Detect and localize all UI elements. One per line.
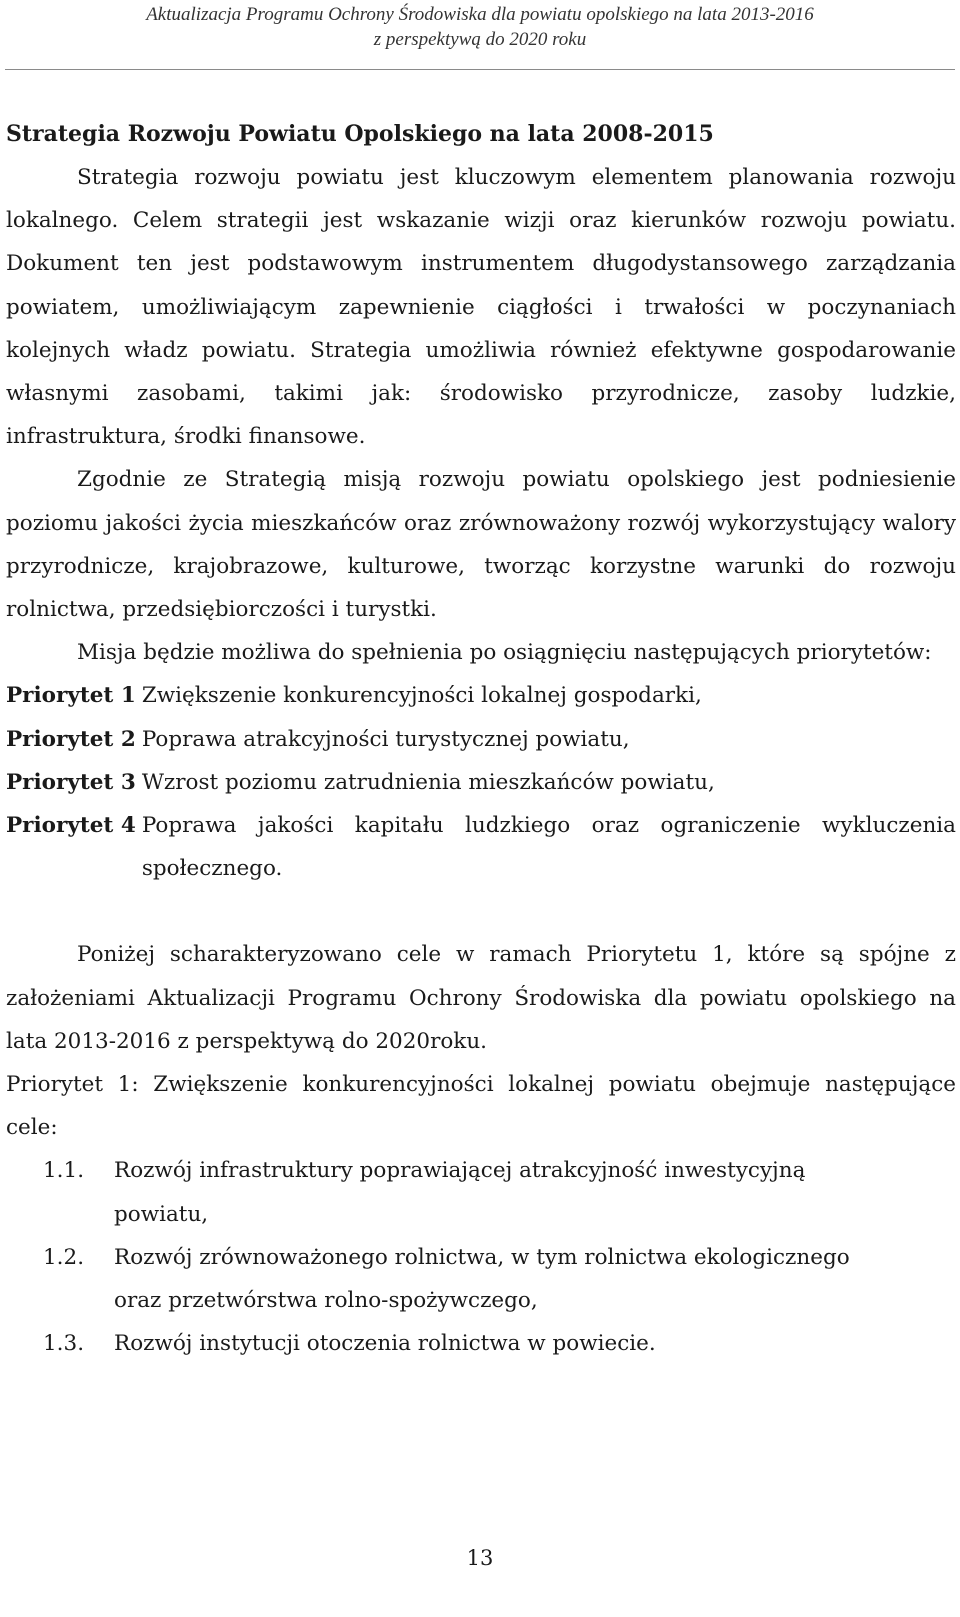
priority-text: Poprawa atrakcyjności turystycznej powiatu, [141,726,630,752]
priority-label: Priorytet 2 [6,726,136,752]
paragraph-goals-intro: Poniżej scharakteryzowano cele w ramach Priorytetu 1, które są spójne z założeniami Aktualizacji Programu Ochrony Środowiska dla powiatu opolskiego na lata 2013-2016 z perspektywą do 2020roku. [6,942,956,1054]
running-header [0,2,960,52]
priority-text: Poprawa jakości kapitału ludzkiego oraz ograniczenie wykluczenia społecznego. [141,813,956,882]
priority-item [6,718,956,761]
goal-number: 1.1. [43,1158,85,1184]
paragraph-priority-1-goals: Priorytet 1: Zwiększenie konkurencyjności lokalnej powiatu obejmuje następujące cele: [6,1072,956,1141]
goal-text: Rozwój infrastruktury poprawiającej atrakcyjność inwestycyjną powiatu, [114,1158,806,1227]
priority-label: Priorytet 4 [6,813,136,839]
goal-item [6,1322,956,1365]
header-line-2: z perspektywą do 2020 roku [373,29,587,50]
priority-item [6,674,956,717]
goal-item [6,1149,956,1235]
goal-number: 1.3. [43,1331,85,1357]
header-line-1: Aktualizacja Programu Ochrony Środowiska dla powiatu opolskiego na lata 2013-2016 [146,4,814,25]
paragraph-priorities-intro: Misja będzie możliwa do spełnienia po osiągnięciu następujących priorytetów: [77,640,932,666]
priority-label: Priorytet 3 [6,769,136,795]
document-body [6,113,956,1365]
paragraph-strategy-intro: Strategia rozwoju powiatu jest kluczowym elementem planowania rozwoju lokalnego. Celem strategii jest wskazanie wizji oraz kierunków rozwoju powiatu. Dokument ten jest podstawowym instrumentem długodystansowego zarządzania powiatem, umożliwiającym zapewnienie ciągłości i trwałości w poczynaniach kolejnych władz powiatu. Strategia umożliwia również efektywne gospodarowanie własnymi zasobami, takimi jak: środowisko przyrodnicze, zasoby ludzkie, infrastruktura, środki finansowe. [6,165,956,450]
paragraph-mission: Zgodnie ze Strategią misją rozwoju powiatu opolskiego jest podniesienie poziomu jakości życia mieszkańców oraz zrównoważony rozwój wykorzystujący walory przyrodnicze, krajobrazowe, kulturowe, tworząc korzystne warunki do rozwoju rolnictwa, przedsiębiorczości i turystki. [6,467,956,623]
priority-item [6,761,956,804]
priority-item [6,804,956,890]
goal-text: Rozwój zrównoważonego rolnictwa, w tym rolnictwa ekologicznego oraz przetwórstwa rolno-spożywczego, [114,1244,850,1314]
page-number: 13 [466,1546,494,1570]
blank-line [6,890,956,933]
section-title: Strategia Rozwoju Powiatu Opolskiego na lata 2008-2015 [6,121,714,147]
priority-text: Wzrost poziomu zatrudnienia mieszkańców powiatu, [141,769,715,795]
header-divider [5,69,955,70]
goal-number: 1.2. [43,1244,85,1270]
priority-list [6,674,956,890]
priority-text: Zwiększenie konkurencyjności lokalnej gospodarki, [141,683,702,709]
goal-list [6,1149,956,1365]
goal-text: Rozwój instytucji otoczenia rolnictwa w powiecie. [114,1331,656,1357]
goal-item [6,1236,956,1322]
priority-label: Priorytet 1 [6,683,136,709]
